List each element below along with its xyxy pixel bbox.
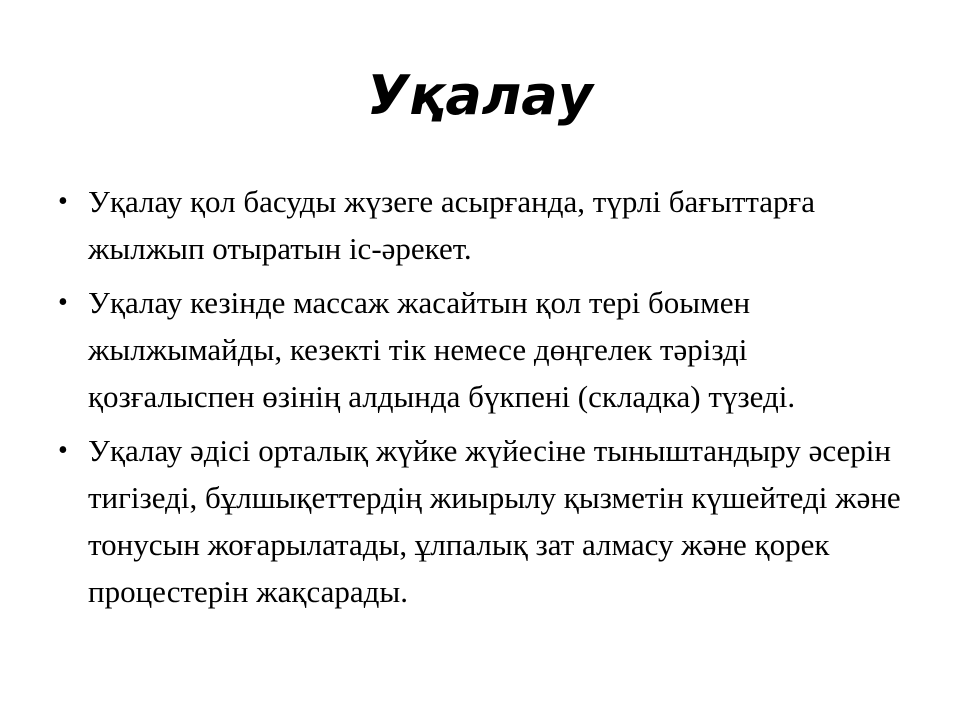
bullet-item <box>58 427 908 615</box>
bullet-item <box>58 279 908 420</box>
bullet-list <box>58 178 908 622</box>
bullet-text: Уқалау қол басуды жүзеге асырғанда, түрлі бағыттарға жылжып отыратын іс-әрекет. <box>88 184 816 266</box>
bullet-item <box>58 178 908 272</box>
bullet-text: Уқалау әдісі орталық жүйке жүйесіне тыныштандыру әсерін тигізеді, бұлшықеттердің жиырылу қызметін күшейтеді және тонусын жоғарылатады, ұлпалық зат алмасу және қорек процестерін жақсарады. <box>88 433 901 609</box>
bullet-icon: • <box>58 186 68 217</box>
slide-title: Уқалау <box>367 64 593 127</box>
bullet-text: Уқалау кезінде массаж жасайтын қол тері боымен жылжымайды, кезекті тік немесе дөңгелек тәрізді қозғалыспен өзінің алдында бүкпені (складка) түзеді. <box>88 285 796 414</box>
bullet-icon: • <box>58 287 68 318</box>
bullet-icon: • <box>58 435 68 466</box>
